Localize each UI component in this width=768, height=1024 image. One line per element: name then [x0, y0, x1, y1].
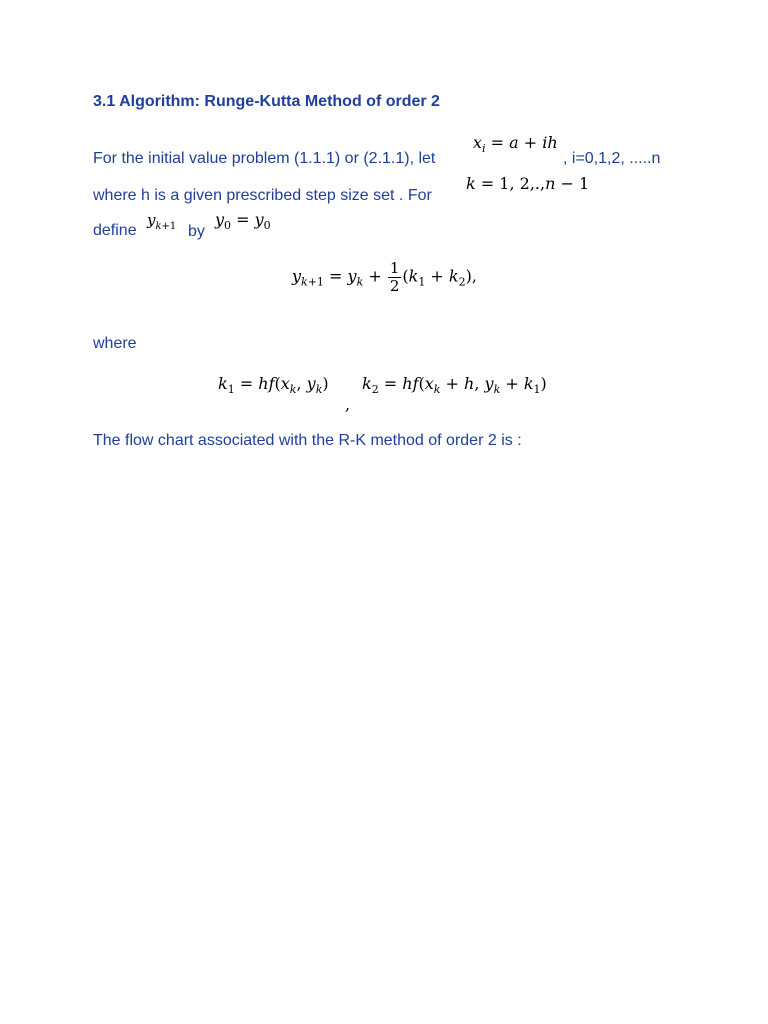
equation-y0: $y_0 = y_0$: [215, 210, 271, 233]
para1-lead: For the initial value problem (1.1.1) or (2.1.1), let: [93, 150, 436, 167]
para3-mid: by: [188, 223, 205, 240]
fraction-one-half: $\frac{1}{2}$: [389, 259, 400, 295]
para2-lead: where h is a given prescribed step size set . For: [93, 187, 432, 204]
equation-xi: $x_i = a$ + ih: [473, 133, 558, 156]
para3-lead: define: [93, 222, 137, 239]
para1-tail: , i=0,1,2, .....n: [563, 150, 661, 167]
flow-chart-text: The flow chart associated with the R-K method of order 2 is :: [93, 432, 522, 449]
where-label: where: [93, 335, 137, 352]
equation-yk1: $y_{k+1}$: [147, 211, 177, 232]
equation-k-range: k = 1, 2,.,n − 1: [466, 174, 590, 193]
section-heading: 3.1 Algorithm: Runge-Kutta Method of order 2: [93, 93, 440, 110]
equation-k1: $k_1 = hf(x_k$, $y_k$): [218, 374, 329, 397]
equation-separator: ,: [345, 395, 351, 414]
equation-k2: $k_2 = hf(x_k + h$, $y_k + k_1$): [362, 374, 547, 397]
main-equation: $y_{k+1} = y_k$ + $\frac{1}{2}$ $(k_1 + k_2)$,: [292, 259, 477, 295]
